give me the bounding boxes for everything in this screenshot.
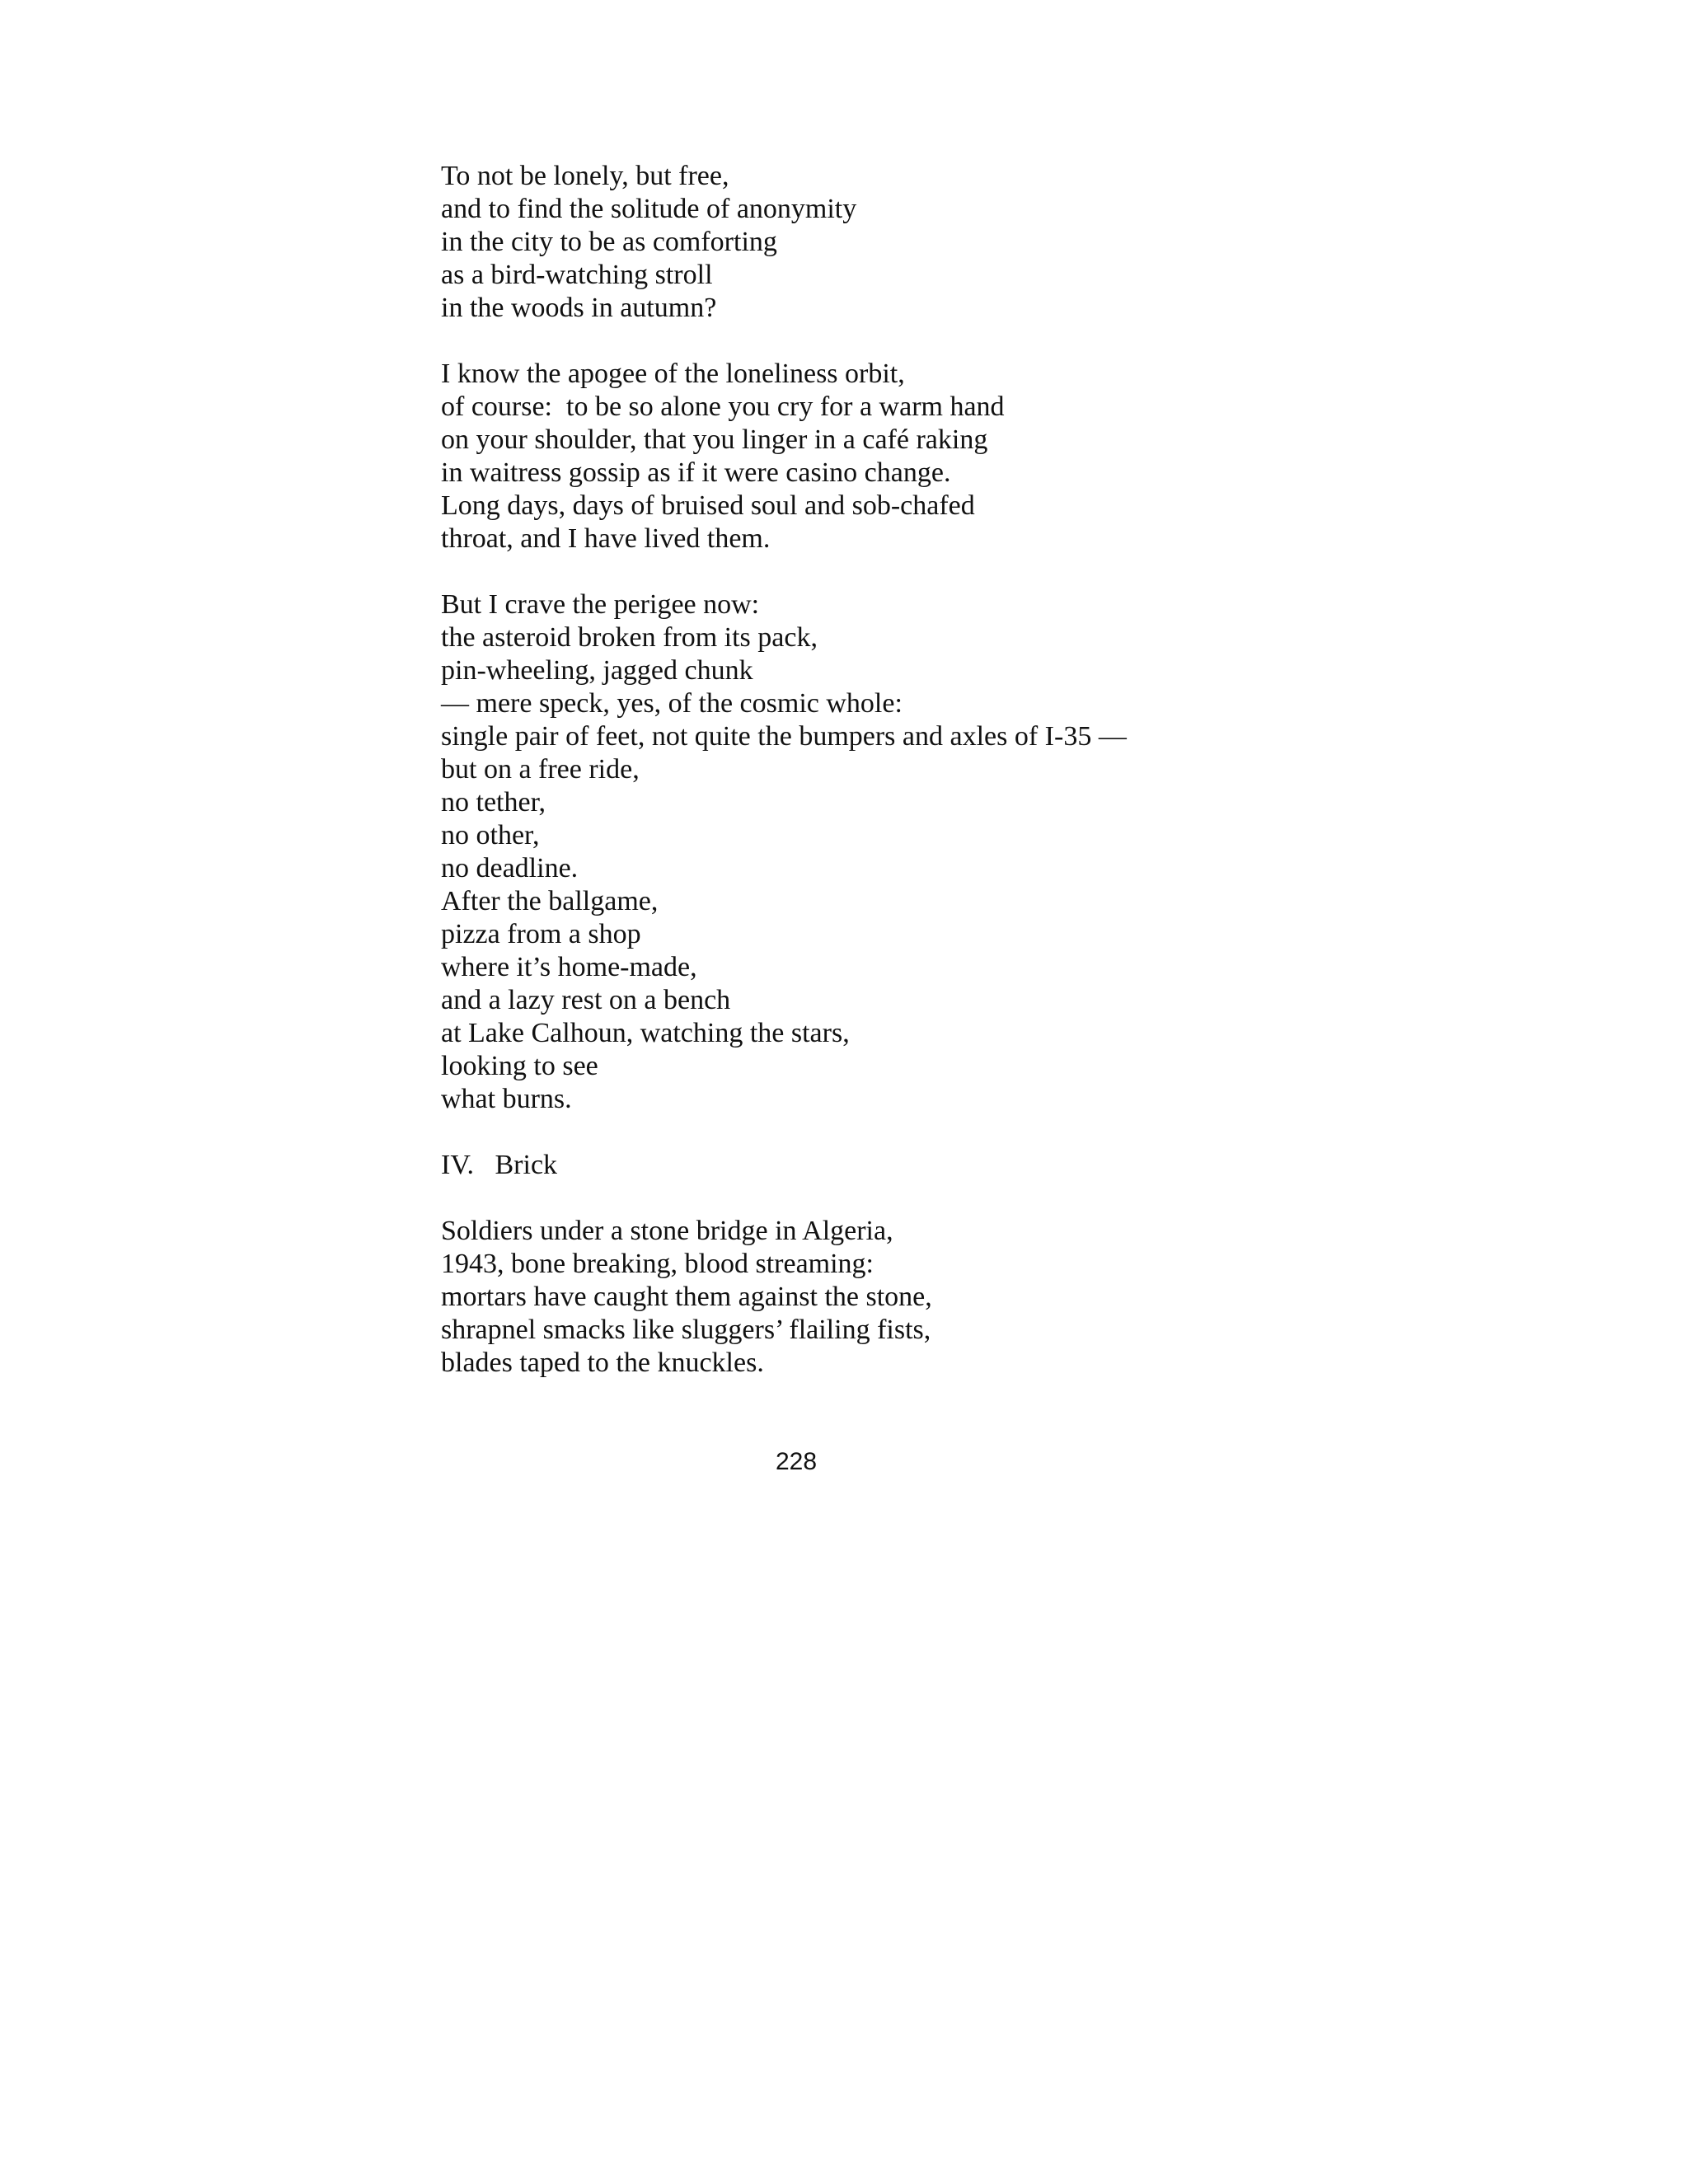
poem-line: no tether, [441, 787, 546, 818]
stanza-4 [441, 1215, 1611, 1380]
poem-line: as a bird-watching stroll [441, 260, 713, 290]
poem-line: in waitress gossip as if it were casino change. [441, 457, 951, 488]
page-number: 228 [775, 1448, 818, 1475]
poem-line: at Lake Calhoun, watching the stars, [441, 1018, 850, 1048]
poem-line: But I crave the perigee now: [441, 589, 760, 620]
poem-line: 1943, bone breaking, blood streaming: [441, 1249, 874, 1279]
poem-line: Soldiers under a stone bridge in Algeria, [441, 1216, 893, 1246]
stanza-3 [441, 588, 1611, 1116]
poem-line: in the city to be as comforting [441, 227, 777, 257]
poem-line: where it’s home-made, [441, 952, 697, 982]
poem-line: and to find the solitude of anonymity [441, 194, 857, 224]
poem-line: throat, and I have lived them. [441, 523, 771, 554]
poem-line: I know the apogee of the loneliness orbit, [441, 359, 905, 389]
poem-line: shrapnel smacks like sluggers’ flailing fists, [441, 1315, 931, 1345]
poem-line: single pair of feet, not quite the bumpers and axles of I-35 — [441, 721, 1127, 752]
poem-line: no deadline. [441, 853, 579, 883]
poem-line: but on a free ride, [441, 754, 640, 785]
poem-line: what burns. [441, 1084, 572, 1114]
stanza-1 [441, 160, 1611, 325]
poem-line: the asteroid broken from its pack, [441, 622, 818, 653]
poem-line: looking to see [441, 1051, 598, 1081]
poem-line: in the woods in autumn? [441, 293, 717, 323]
poem-line: pin-wheeling, jagged chunk [441, 655, 753, 686]
poem-line: After the ballgame, [441, 886, 659, 916]
poem-line: mortars have caught them against the stone, [441, 1282, 932, 1312]
poem-line: of course: to be so alone you cry for a warm hand [441, 391, 1005, 422]
stanza-2 [441, 358, 1611, 555]
poem-line: and a lazy rest on a bench [441, 985, 731, 1015]
poem-line: — mere speck, yes, of the cosmic whole: [441, 688, 903, 719]
section-heading: IV. Brick [441, 1150, 558, 1180]
poem-line: no other, [441, 820, 540, 851]
poem-line: on your shoulder, that you linger in a café raking [441, 424, 988, 455]
poem-body [441, 160, 1611, 1413]
poem-line: Long days, days of bruised soul and sob-chafed [441, 490, 975, 521]
poem-line: To not be lonely, but free, [441, 161, 729, 191]
poem-line: blades taped to the knuckles. [441, 1347, 764, 1378]
poem-line: pizza from a shop [441, 919, 641, 949]
